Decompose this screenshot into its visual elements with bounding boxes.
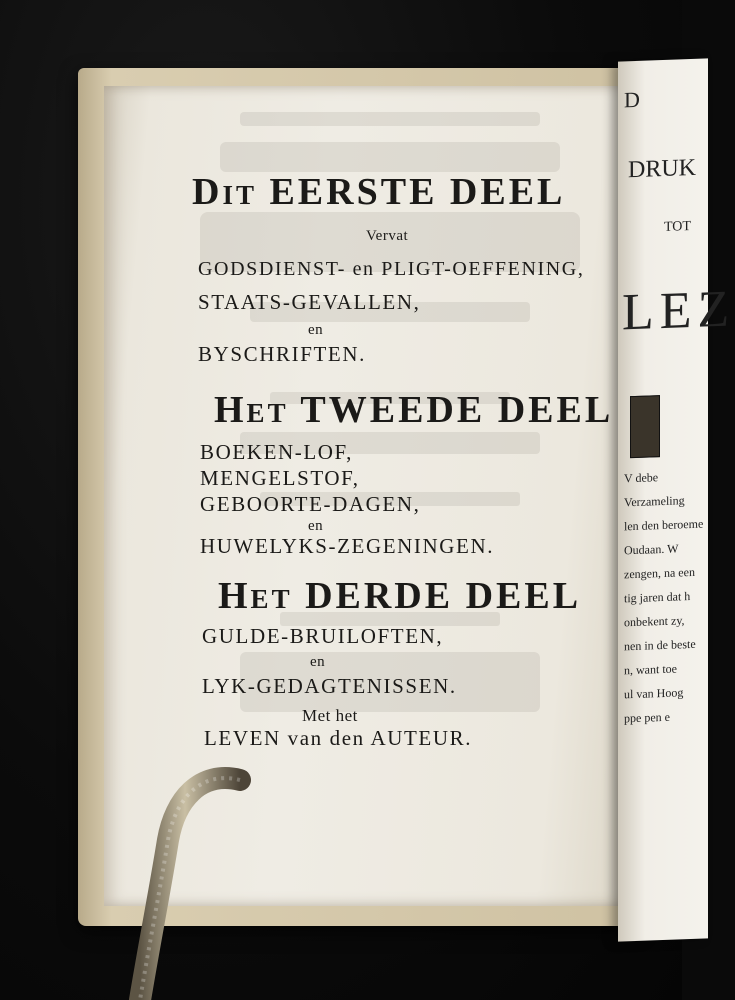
facing-body-11: ppe pen e [624, 709, 670, 726]
facing-body-9: n, want toe [624, 661, 677, 678]
conjunction-2: en [308, 518, 324, 534]
facing-page [618, 58, 735, 941]
facing-body-8: nen in de beste [624, 636, 696, 654]
third-part-item-1: GULDE-BRUILOFTEN, [202, 624, 444, 648]
third-part-item-2: LYK-GEDAGTENISSEN. [202, 674, 457, 698]
facing-body-4: Oudaan. W [624, 541, 679, 558]
facing-body-1: V debe [624, 470, 659, 486]
first-part-item-1: GODSDIENST- en PLIGT-OEFFENING, [198, 258, 585, 280]
conjunction-1: en [308, 322, 324, 338]
facing-body-10: ul van Hoog [624, 685, 684, 702]
author-life-line: LEVEN van den AUTEUR. [204, 726, 473, 750]
first-part-item-3: BYSCHRIFTEN. [198, 342, 366, 366]
facing-body-3: len den beroeme [624, 516, 704, 534]
decorated-initial [630, 395, 660, 458]
facing-heading-4: LEZ [622, 280, 735, 342]
with-the-label: Met het [302, 706, 358, 725]
second-part-item-4: HUWELYKS-ZEGENINGEN. [200, 534, 495, 558]
facing-body-7: onbekent zy, [624, 613, 685, 630]
first-part-heading: Dit EERSTE DEEL [192, 171, 566, 213]
conjunction-3: en [310, 654, 326, 670]
second-part-item-1: BOEKEN-LOF, [200, 440, 353, 464]
second-part-item-3: GEBOORTE-DAGEN, [200, 492, 421, 516]
facing-body-5: zengen, na een [624, 564, 695, 582]
first-part-item-2: STAATS-GEVALLEN, [198, 290, 421, 314]
facing-heading-2: DRUK [628, 154, 697, 184]
second-part-item-2: MENGELSTOF, [200, 466, 360, 490]
third-part-heading: Het DERDE DEEL [218, 575, 582, 617]
facing-body-2: Verzameling [624, 493, 685, 510]
contains-label: Vervat [366, 228, 409, 244]
facing-heading-1: D [624, 86, 640, 113]
facing-heading-3: TOT [664, 219, 691, 235]
facing-body-6: tig jaren dat h [624, 589, 691, 606]
second-part-heading: Het TWEEDE DEEL [214, 389, 614, 431]
